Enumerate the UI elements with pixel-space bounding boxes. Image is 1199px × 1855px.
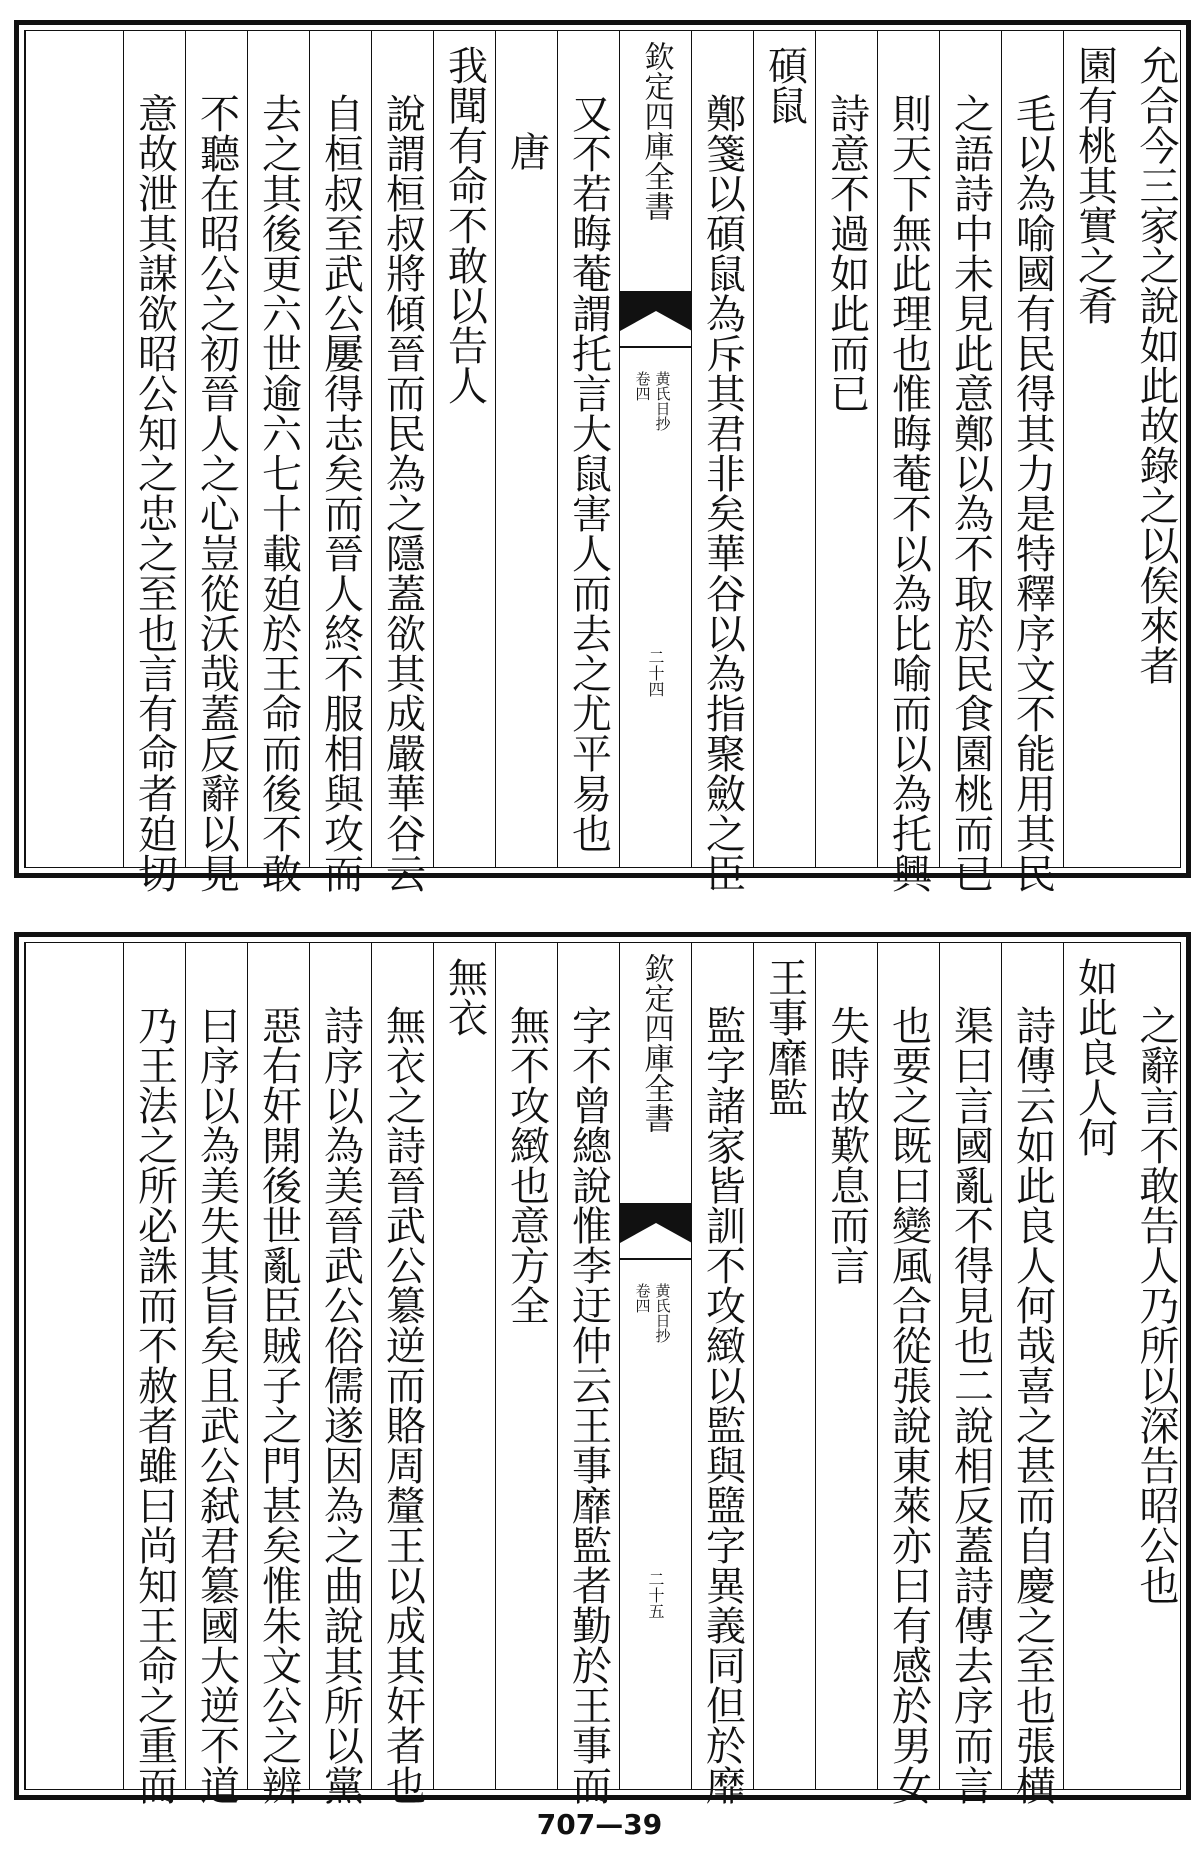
column-text: 乃王法之所必誅而不赦者雖曰尚知王命之重而 xyxy=(131,1005,178,1805)
spine-column xyxy=(619,31,691,867)
top-page-frame xyxy=(24,30,1181,893)
bottom-page-frame xyxy=(24,942,1181,1805)
text-column xyxy=(309,31,371,893)
column-text: 詩意不過如此而已 xyxy=(823,93,870,413)
text-column xyxy=(691,31,753,893)
text-column xyxy=(185,943,247,1805)
fish-tail-mark-icon xyxy=(620,291,692,351)
column-text: 自桓叔至武公屢得志矣而晉人終不服相與攻而 xyxy=(317,93,364,893)
top-page xyxy=(14,20,1191,893)
text-column xyxy=(877,943,939,1805)
spine-volume: 卷四 xyxy=(633,371,652,401)
column-text: 惡右奸開後世亂臣賊子之門甚矣惟朱文公之辨 xyxy=(255,1005,302,1805)
text-column xyxy=(495,943,557,1789)
column-text: 則天下無此理也惟晦菴不以為比喻而以為托興 xyxy=(885,93,932,893)
column-text: 說謂桓叔將傾晉而民為之隱蓋欲其成嚴華谷云 xyxy=(379,93,426,893)
text-column xyxy=(557,943,619,1805)
column-text: 園有桃其實之肴 xyxy=(1071,45,1118,325)
text-column xyxy=(753,31,815,867)
blank-margin xyxy=(25,943,123,1789)
text-column xyxy=(691,943,753,1805)
text-column xyxy=(371,943,433,1805)
text-column xyxy=(939,31,1001,893)
text-column xyxy=(939,943,1001,1805)
page-number: 二十五 xyxy=(646,1571,665,1619)
text-column xyxy=(185,31,247,893)
column-text: 之辭言不敢告人乃所以深告昭公也 xyxy=(1133,1005,1179,1605)
section-heading: 唐 xyxy=(503,131,550,171)
text-column xyxy=(247,31,309,893)
column-text: 無衣之詩晉武公簒逆而賂周釐王以成其奸者也 xyxy=(379,1005,426,1805)
text-column xyxy=(1063,943,1125,1789)
fish-tail-mark-icon xyxy=(620,1203,692,1263)
text-column xyxy=(1001,943,1063,1805)
text-column xyxy=(1001,31,1063,893)
text-column xyxy=(371,31,433,893)
column-text: 允合今三家之說如此故錄之以俟來者 xyxy=(1133,45,1179,685)
column-text: 也要之既曰變風合從張說東萊亦曰有感於男女 xyxy=(885,1005,932,1805)
text-column xyxy=(247,943,309,1805)
text-column xyxy=(1125,31,1187,867)
spine-column xyxy=(619,943,691,1789)
section-heading: 我聞有命不敢以告人 xyxy=(441,45,488,405)
text-column xyxy=(815,31,877,867)
spine-title: 欽定四庫全書 xyxy=(638,953,674,1133)
column-text: 無不攻緻也意方全 xyxy=(503,1005,550,1325)
column-text: 渠曰言國亂不得見也二說相反蓋詩傳去序而言 xyxy=(947,1005,994,1805)
footer-page-code: 707—39 xyxy=(536,1808,663,1841)
bottom-page xyxy=(14,932,1191,1805)
text-column xyxy=(495,31,557,867)
section-heading: 王事靡監 xyxy=(761,957,808,1117)
column-text: 之語詩中未見此意鄭以為不取於民食園桃而已 xyxy=(947,93,994,893)
text-column xyxy=(123,31,185,893)
text-column xyxy=(877,31,939,893)
column-text: 不聽在昭公之初晉人之心豈從沃哉蓋反辭以見 xyxy=(193,93,240,893)
column-text: 監字諸家皆訓不攻緻以監與盬字異義同但於靡 xyxy=(699,1005,746,1805)
column-text: 失時故歎息而言 xyxy=(823,1005,870,1285)
text-column xyxy=(123,943,185,1805)
spine-title: 欽定四庫全書 xyxy=(638,41,674,221)
text-column xyxy=(433,31,495,867)
column-text: 詩序以為美晉武公俗儒遂因為之曲說其所以黨 xyxy=(317,1005,364,1805)
text-column xyxy=(1125,943,1187,1789)
section-heading: 碩鼠 xyxy=(761,45,808,125)
spine-volume: 卷四 xyxy=(633,1283,652,1313)
column-text: 意故泄其謀欲昭公知之忠之至也言有命者廹切 xyxy=(131,93,178,893)
text-column xyxy=(1063,31,1125,867)
section-heading: 如此良人何 xyxy=(1071,957,1118,1157)
text-column xyxy=(753,943,815,1789)
spine-book-name: 黄氏日抄 xyxy=(653,1283,672,1343)
text-column xyxy=(815,943,877,1789)
text-column xyxy=(309,943,371,1805)
column-text: 曰序以為美失其旨矣且武公弑君簒國大逆不道 xyxy=(193,1005,240,1805)
column-text: 詩傳云如此良人何哉喜之甚而自慶之至也張横 xyxy=(1009,1005,1056,1805)
text-column xyxy=(557,31,619,867)
spine-book-name: 黄氏日抄 xyxy=(653,371,672,431)
blank-margin xyxy=(25,31,123,867)
page-number: 二十四 xyxy=(646,649,665,697)
column-text: 毛以為喻國有民得其力是特釋序文不能用其民 xyxy=(1009,93,1056,893)
column-text: 又不若晦菴謂托言大鼠害人而去之尤平易也 xyxy=(565,93,612,853)
section-heading: 無衣 xyxy=(441,957,488,1037)
text-column xyxy=(433,943,495,1789)
column-text: 去之其後更六世逾六七十載廹於王命而後不敢 xyxy=(255,93,302,893)
column-text: 字不曾總說惟李迂仲云王事靡監者勤於王事而 xyxy=(565,1005,612,1805)
column-text: 鄭箋以碩鼠為斥其君非矣華谷以為指聚斂之臣 xyxy=(699,93,746,893)
